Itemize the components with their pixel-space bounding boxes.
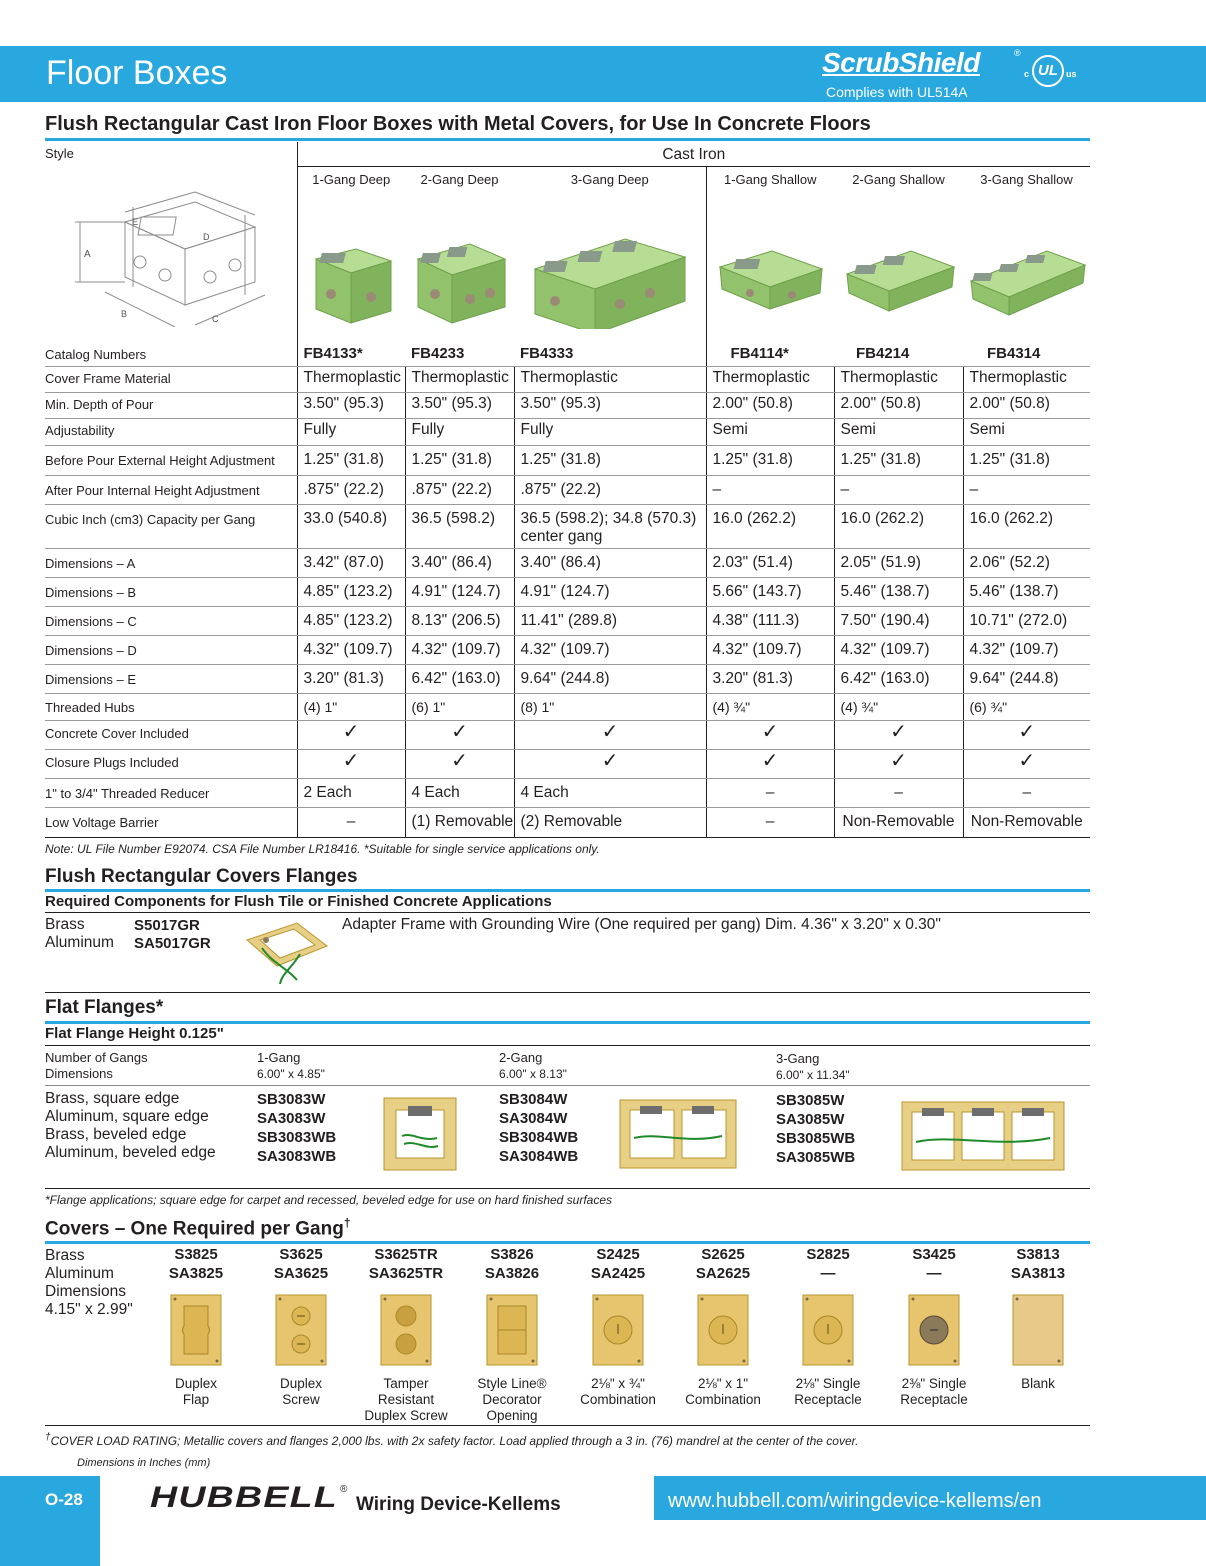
cover-label-dim-value: 4.15" x 2.99" [45, 1301, 133, 1318]
cover-description: Decorator [482, 1392, 542, 1407]
col-3gang-shallow: 3-Gang Shallow [963, 167, 1090, 343]
flange-3gang-image [900, 1100, 1066, 1172]
adapter-frame-desc: Adapter Frame with Grounding Wire (One required per gang) Dim. 4.36" x 3.20" x 0.30" [342, 916, 941, 933]
dimensions-note: Dimensions in Inches (mm) [77, 1457, 211, 1469]
cover-aluminum-part: SA3625 [273, 1265, 329, 1282]
cover-brass-part: S3825 [174, 1246, 218, 1263]
ul-us-mark: us [1066, 69, 1077, 79]
cover-plate-image [1012, 1294, 1064, 1366]
cover-description: Tamper [383, 1376, 429, 1391]
cover-description: 2⅜" Single [901, 1376, 967, 1391]
col-1gang-shallow: 1-Gang Shallow [706, 167, 834, 343]
check-icon: ✓ [297, 721, 405, 750]
material-aluminum: Aluminum [45, 934, 114, 951]
cover-label-dimensions: Dimensions [45, 1283, 126, 1300]
cover-aluminum-part: SA2625 [695, 1265, 751, 1282]
part-sa3083w: SA3083W [257, 1110, 326, 1127]
dim-label-c: C [212, 313, 219, 324]
table-row: Closure Plugs Included ✓ ✓ ✓ ✓ ✓ ✓ [45, 750, 1090, 779]
gang1-dim: 6.00" x 4.85" [257, 1067, 325, 1081]
gang3-dim: 6.00" x 11.34" [776, 1068, 850, 1082]
section3-title: Flat Flanges* [45, 997, 164, 1018]
table-row: Adjustability Fully Fully Fully Semi Semi Semi [45, 419, 1090, 446]
ul-logo-icon: UL [1032, 55, 1064, 87]
section3-note: *Flange applications; square edge for carpet and recessed, beveled edge for use on hard finished surfaces [45, 1193, 613, 1207]
section1-rule [45, 138, 1090, 141]
material-header: Cast Iron [297, 142, 1090, 167]
cover-aluminum-part: SA2425 [590, 1265, 646, 1282]
table-row: Low Voltage Barrier – (1) Removable (2) Removable – Non-Removable Non-Removable [45, 808, 1090, 838]
hubbell-registered-mark: ® [340, 1484, 348, 1495]
page-title: Floor Boxes [46, 54, 228, 92]
section2-subtitle: Required Components for Flush Tile or Finished Concrete Applications [45, 893, 552, 910]
adapter-frame-image [242, 918, 332, 988]
cover-description: 2⅛" x 1" [697, 1376, 749, 1391]
cover-plate-image [802, 1294, 854, 1366]
section3-end-rule [45, 1188, 1090, 1189]
part-sa5017gr: SA5017GR [134, 935, 211, 952]
table-row: Cubic Inch (cm3) Capacity per Gang 33.0 (540.8) 36.5 (598.2) 36.5 (598.2); 34.8 (570.3) center gang 16.0 (262.2) 16.0 (262.2) 16.0 (262.2) [45, 505, 1090, 549]
section3-sub-rule [45, 1045, 1090, 1046]
part-sb3084wb: SB3084WB [499, 1129, 579, 1146]
part-sb3085w: SB3085W [776, 1092, 845, 1109]
section4-end-rule [45, 1425, 1090, 1426]
box-photo-1gang-deep [301, 189, 401, 329]
hubbell-logo: HUBBELL [150, 1481, 338, 1514]
check-icon: ✓ [297, 750, 405, 779]
cover-plate-image [275, 1294, 327, 1366]
check-icon: ✓ [963, 750, 1090, 779]
spec-table [45, 142, 1090, 838]
box-photo-3gang-deep [525, 189, 695, 329]
section2-title: Flush Rectangular Covers Flanges [45, 866, 358, 887]
table-row: 1" to 3/4" Threaded Reducer 2 Each 4 Each 4 Each – – – [45, 779, 1090, 808]
table-row: Dimensions – D 4.32" (109.7) 4.32" (109.7) 4.32" (109.7) 4.32" (109.7) 4.32" (109.7) 4.32" (109.7) [45, 636, 1090, 665]
cover-description: Blank [1021, 1376, 1055, 1391]
style-label: Style [45, 146, 74, 161]
check-icon: ✓ [963, 721, 1090, 750]
section2-sub-rule [45, 912, 1090, 913]
cover-aluminum-part: SA3813 [1010, 1265, 1066, 1282]
check-icon: ✓ [834, 721, 963, 750]
box-photo-2gang-deep [410, 189, 510, 329]
check-icon: ✓ [834, 750, 963, 779]
table-row: After Pour Internal Height Adjustment .875" (22.2) .875" (22.2) .875" (22.2) – – – [45, 476, 1090, 505]
floor-box-dimension-diagram [45, 167, 285, 327]
flange-1gang-image [382, 1096, 458, 1172]
cover-aluminum-part: SA3625TR [368, 1265, 444, 1282]
dim-label-b: B [121, 308, 128, 319]
cover-plate-image [170, 1294, 222, 1366]
check-icon: ✓ [706, 750, 834, 779]
cover-footnote: †COVER LOAD RATING; Metallic covers and flanges 2,000 lbs. with 2x safety factor. Load applied through a 3 in. (76) mandrel at the center of the cover. [45, 1432, 859, 1448]
cover-brass-part: S3826 [490, 1246, 534, 1263]
cover-brass-part: S2425 [596, 1246, 640, 1263]
part-sb3084w: SB3084W [499, 1091, 568, 1108]
cover-plate-image [380, 1294, 432, 1366]
col-2gang-deep: 2-Gang Deep [405, 167, 514, 343]
check-icon: ✓ [514, 721, 706, 750]
part-sa3083wb: SA3083WB [257, 1148, 337, 1165]
cover-brass-part: S2825 [806, 1246, 850, 1263]
part-sb3085wb: SB3085WB [776, 1130, 856, 1147]
table-row: Dimensions – E 3.20" (81.3) 6.42" (163.0) 9.64" (244.8) 3.20" (81.3) 6.42" (163.0) 9.64" (244.8) [45, 665, 1090, 694]
cover-description: Screw [282, 1392, 320, 1407]
material-brass: Brass [45, 916, 85, 933]
table-row: Cover Frame Material Thermoplastic Thermoplastic Thermoplastic Thermoplastic Thermoplastic Thermoplastic [45, 367, 1090, 393]
section1-note: Note: UL File Number E92074. CSA File Number LR18416. *Suitable for single service applications only. [45, 842, 600, 856]
table-row: Concrete Cover Included ✓ ✓ ✓ ✓ ✓ ✓ [45, 721, 1090, 750]
section3-subtitle: Flat Flange Height 0.125" [45, 1025, 224, 1042]
cover-label-aluminum: Aluminum [45, 1265, 114, 1282]
cover-description: Receptacle [900, 1392, 968, 1407]
dim-label-a: A [84, 248, 91, 260]
ul-c-mark: c [1024, 69, 1030, 79]
cover-aluminum-part: — [820, 1265, 836, 1282]
cover-description: Duplex [279, 1376, 323, 1391]
cover-plate-image [486, 1294, 538, 1366]
section1-title: Flush Rectangular Cast Iron Floor Boxes with Metal Covers, for Use In Concrete Floors [45, 113, 871, 135]
check-icon: ✓ [706, 721, 834, 750]
cover-brass-part: S3625TR [374, 1246, 438, 1263]
part-sa3085w: SA3085W [776, 1111, 845, 1128]
cover-plate-image [697, 1294, 749, 1366]
box-photo-2gang-shallow [839, 189, 959, 329]
part-sa3085wb: SA3085WB [776, 1149, 856, 1166]
dimensions-label: Dimensions [45, 1066, 113, 1081]
finish-2: Brass, beveled edge [45, 1126, 187, 1143]
cover-description: Duplex [174, 1376, 218, 1391]
part-sa3084wb: SA3084WB [499, 1148, 579, 1165]
finish-0: Brass, square edge [45, 1090, 180, 1107]
col-1gang-deep: 1-Gang Deep [297, 167, 405, 343]
part-sb3083wb: SB3083WB [257, 1129, 337, 1146]
table-row: Before Pour External Height Adjustment 1.25" (31.8) 1.25" (31.8) 1.25" (31.8) 1.25" (31.8) 1.25" (31.8) 1.25" (31.8) [45, 446, 1090, 476]
part-s5017gr: S5017GR [134, 917, 200, 934]
cover-description: Duplex Screw [364, 1408, 448, 1423]
cover-aluminum-part: SA3825 [168, 1265, 224, 1282]
table-row: Catalog Numbers FB4133* FB4233 FB4333 FB4114* FB4214 FB4314 [45, 343, 1090, 367]
col-2gang-shallow: 2-Gang Shallow [834, 167, 963, 343]
table-row: Dimensions – B 4.85" (123.2) 4.91" (124.7) 4.91" (124.7) 5.66" (143.7) 5.46" (138.7) 5.46" (138.7) [45, 578, 1090, 607]
table-row: Threaded Hubs (4) 1" (6) 1" (8) 1" (4) ¾" (4) ¾" (6) ¾" [45, 694, 1090, 721]
table-row: Min. Depth of Pour 3.50" (95.3) 3.50" (95.3) 3.50" (95.3) 2.00" (50.8) 2.00" (50.8) 2.00" (50.8) [45, 393, 1090, 419]
cover-description: Resistant [377, 1392, 435, 1407]
cover-description: Receptacle [794, 1392, 862, 1407]
flange-2gang-image [618, 1098, 738, 1170]
table-row: Dimensions – A 3.42" (87.0) 3.40" (86.4) 3.40" (86.4) 2.03" (51.4) 2.05" (51.9) 2.06" (52.2) [45, 549, 1090, 578]
cover-aluminum-part: — [926, 1265, 942, 1282]
cover-brass-part: S3813 [1016, 1246, 1060, 1263]
section4-title: Covers – One Required per Gang† [45, 1216, 351, 1240]
gang2-name: 2-Gang [499, 1050, 543, 1065]
box-photo-3gang-shallow [967, 189, 1087, 329]
table-row: Dimensions – C 4.85" (123.2) 8.13" (206.5) 11.41" (289.8) 4.38" (111.3) 7.50" (190.4) 10.71" (272.0) [45, 607, 1090, 636]
cover-description: Flap [182, 1392, 210, 1407]
division-name: Wiring Device-Kellems [356, 1494, 561, 1515]
part-sb3083w: SB3083W [257, 1091, 326, 1108]
brand-logo: ScrubShield [822, 47, 980, 78]
dim-label-d: D [203, 231, 210, 242]
brand-subtitle: Complies with UL514A [826, 84, 968, 100]
cover-description: Style Line® [477, 1376, 547, 1391]
registered-mark: ® [1014, 48, 1021, 58]
section2-rule [45, 889, 1090, 892]
box-photo-1gang-shallow [710, 189, 830, 329]
gangs-label: Number of Gangs [45, 1050, 148, 1065]
section2-end-rule [45, 992, 1090, 993]
footer-url-link[interactable]: www.hubbell.com/wiringdevice-kellems/en [668, 1490, 1042, 1512]
finish-1: Aluminum, square edge [45, 1108, 209, 1125]
col-3gang-deep: 3-Gang Deep [514, 167, 706, 343]
check-icon: ✓ [405, 750, 514, 779]
finish-3: Aluminum, beveled edge [45, 1144, 216, 1161]
cover-aluminum-part: SA3826 [484, 1265, 540, 1282]
cover-brass-part: S3625 [279, 1246, 323, 1263]
page-number: O-28 [45, 1490, 83, 1509]
cover-description: 2⅛" Single [795, 1376, 861, 1391]
dimension-diagram-cell [45, 167, 297, 343]
cover-description: Combination [580, 1392, 656, 1407]
cover-description: 2⅛" x ¾" [591, 1376, 645, 1391]
cover-brass-part: S3425 [912, 1246, 956, 1263]
cover-description: Opening [486, 1408, 538, 1423]
cover-label-brass: Brass [45, 1247, 85, 1264]
part-sa3084w: SA3084W [499, 1110, 568, 1127]
cover-plate-image [908, 1294, 960, 1366]
gang3-name: 3-Gang [776, 1051, 820, 1066]
cover-plate-image [592, 1294, 644, 1366]
dim-label-e: E [132, 216, 139, 227]
check-icon: ✓ [405, 721, 514, 750]
cover-description: Combination [685, 1392, 761, 1407]
gang1-name: 1-Gang [257, 1050, 301, 1065]
section3-hdr-rule [45, 1085, 1090, 1086]
check-icon: ✓ [514, 750, 706, 779]
gang2-dim: 6.00" x 8.13" [499, 1067, 567, 1081]
section4-rule [45, 1241, 1090, 1244]
section3-rule [45, 1021, 1090, 1024]
dagger-mark: † [343, 1216, 351, 1230]
cover-brass-part: S2625 [701, 1246, 745, 1263]
